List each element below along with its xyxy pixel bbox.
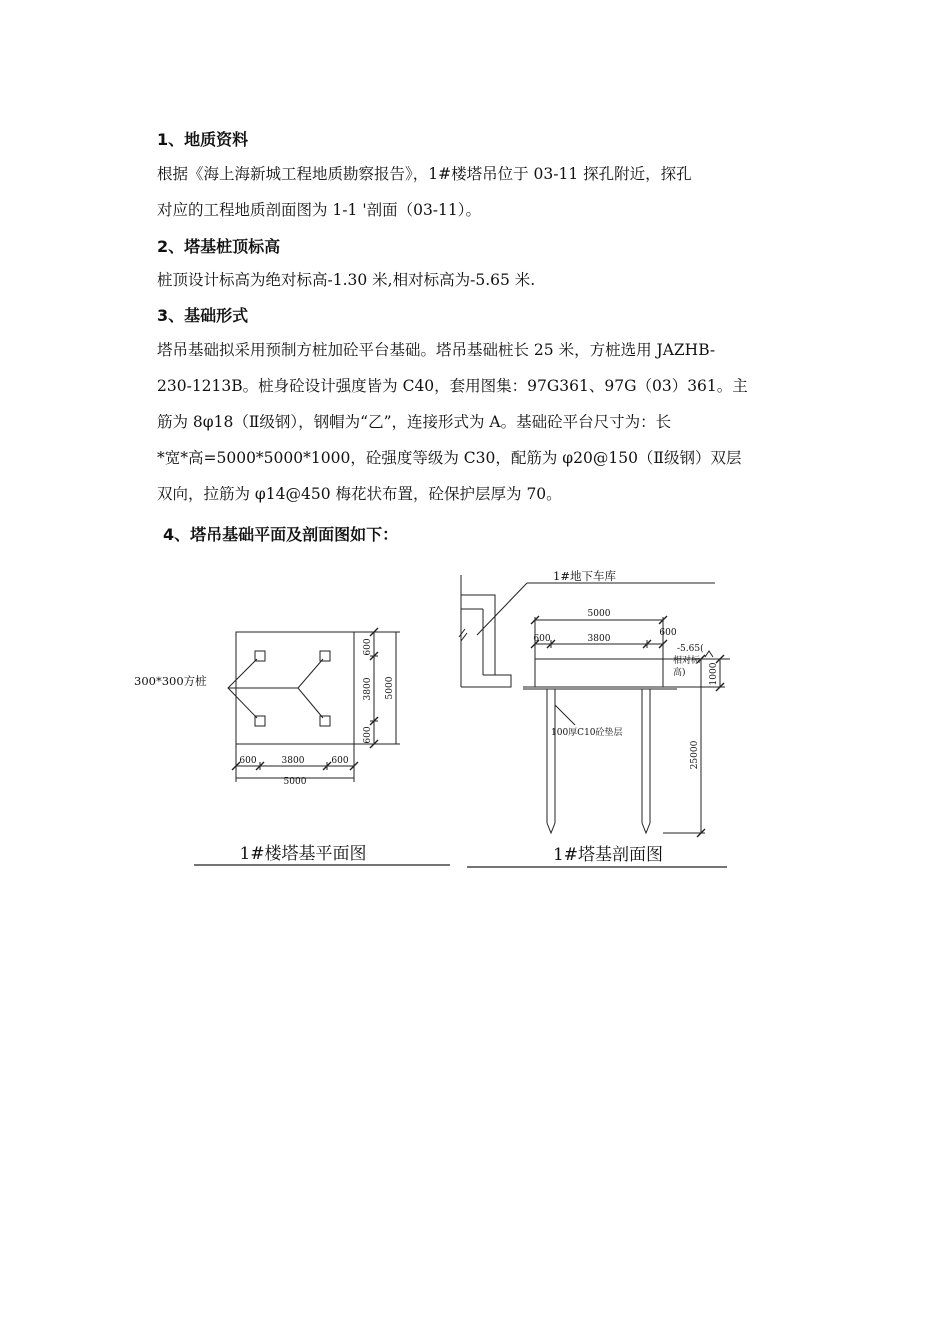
pile-square [320, 651, 330, 661]
dim-25000: 25000 [690, 740, 700, 770]
paragraph-line: *宽*高=5000*5000*1000，砼强度等级为 C30，配筋为 φ20@150（Ⅱ级钢）双层 [157, 449, 742, 467]
dim-600: 600 [363, 726, 373, 744]
plan-caption: 1#楼塔基平面图 [239, 844, 367, 864]
dim-600: 600 [239, 756, 257, 766]
garage-label: 1#地下车库 [553, 569, 616, 583]
dim-1000: 1000 [709, 662, 719, 686]
heading-2: 2、塔基桩顶标高 [157, 237, 281, 256]
elevation-label: -5.65( [677, 644, 704, 654]
leader-line [477, 583, 527, 635]
platform-section [535, 659, 663, 687]
paragraph-line: 桩顶设计标高为绝对标高-1.30 米,相对标高为-5.65 米. [157, 271, 536, 289]
cushion-label: 100厚C10砼垫层 [551, 728, 623, 738]
paragraph-line: 230-1213B。桩身砼设计强度皆为 C40，套用图集：97G361、97G（03）361。主 [157, 377, 748, 395]
pile-label: 300*300方桩 [134, 674, 207, 688]
paragraph-line: 对应的工程地质剖面图为 1-1 '剖面（03-11）。 [157, 201, 482, 219]
dim-3800: 3800 [587, 634, 611, 644]
paragraph-line: 筋为 8φ18（Ⅱ级钢），钢帽为“乙”，连接形式为 A。基础砼平台尺寸为：长 [157, 413, 672, 431]
heading-1: 1、地质资料 [157, 130, 249, 149]
section-drawing [455, 565, 740, 870]
dim-5000: 5000 [283, 777, 307, 787]
dim-600: 600 [363, 638, 373, 656]
elevation-label: 高) [673, 668, 686, 678]
dim-5000: 5000 [385, 676, 395, 700]
plan-drawing [120, 610, 460, 870]
dim-600: 600 [533, 634, 551, 644]
heading-3: 3、基础形式 [157, 306, 249, 325]
paragraph-line: 根据《海上海新城工程地质勘察报告》，1#楼塔吊位于 03-11 探孔附近，探孔 [157, 165, 692, 183]
pile-square [320, 716, 330, 726]
dim-600: 600 [659, 628, 677, 638]
dim-5000: 5000 [587, 609, 611, 619]
paragraph-line: 塔吊基础拟采用预制方桩加砼平台基础。塔吊基础桩长 25 米，方桩选用 JAZHB- [157, 341, 716, 359]
dim-600: 600 [331, 756, 349, 766]
dim-3800: 3800 [363, 677, 373, 701]
leader-line [298, 659, 323, 718]
dim-3800: 3800 [281, 756, 305, 766]
heading-4: 4、塔吊基础平面及剖面图如下： [163, 525, 399, 544]
elevation-label: 相对标 [673, 656, 701, 666]
section-caption: 1#塔基剖面图 [552, 845, 664, 865]
paragraph-line: 双向，拉筋为 φ14@450 梅花状布置，砼保护层厚为 70。 [157, 485, 562, 503]
